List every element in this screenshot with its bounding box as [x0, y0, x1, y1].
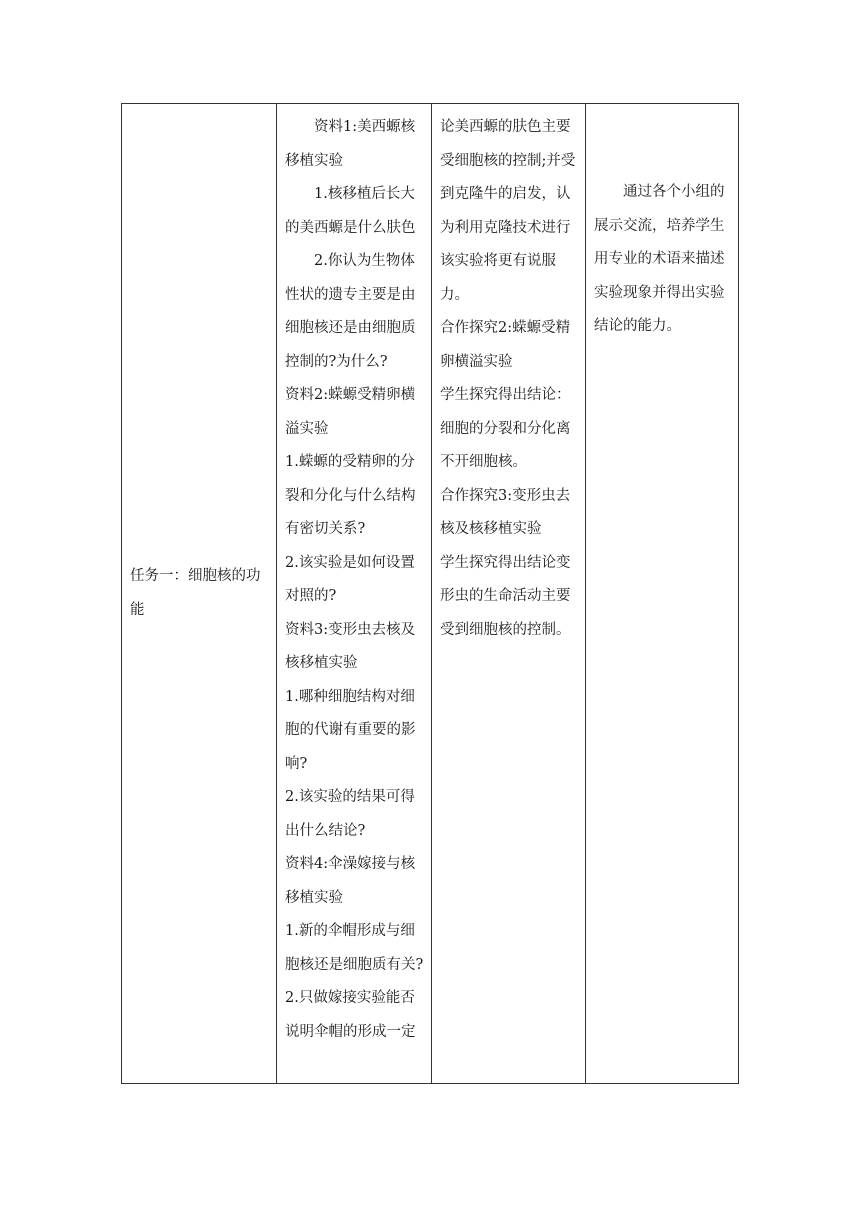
material-paragraph: 资料4:伞澡嫁接与核移植实验 — [285, 856, 416, 906]
material-paragraph: 2.只做嫁接实验能否说明伞帽的形成一定 — [285, 990, 416, 1040]
activity-paragraph: 合作探究2:蝾螈受精卵横溢实验 — [440, 320, 571, 370]
activity-paragraph: 合作探究3:变形虫去核及核移植实验 — [440, 487, 571, 537]
materials-cell — [277, 104, 432, 1084]
material-paragraph: 2.该实验的结果可得出什么结论? — [285, 789, 415, 839]
activity-paragraph: 论美西螈的肤色主要受细胞核的控制;并受到克隆牛的启发，认为利用克隆技术进行该实验将更有说服力。 — [440, 119, 576, 303]
activity-paragraph: 学生探究得出结论变形虫的生命活动主要受到细胞核的控制。 — [440, 554, 571, 638]
material-paragraph: 1.新的伞帽形成与细胞核还是细胞质有关? — [285, 923, 424, 973]
design-intent-cell — [586, 104, 739, 1084]
design-intent-text: 通过各个小组的展示交流，培养学生用专业的术语来描述实验现象并得出实验结论的能力。 — [594, 184, 725, 334]
material-paragraph: 资料2:蝾螈受精卵横溢实验 — [285, 387, 416, 437]
material-paragraph: 2.该实验是如何设置对照的? — [285, 554, 415, 604]
table-row — [122, 104, 739, 1084]
lesson-plan-table — [121, 103, 739, 1084]
material-paragraph: 资料1:美西螈核移植实验 — [285, 119, 416, 169]
material-paragraph: 1.蝾螈的受精卵的分裂和分化与什么结构有密切关系? — [285, 454, 416, 537]
material-paragraph: 1.哪种细胞结构对细胞的代谢有重要的影响? — [285, 688, 416, 772]
task-cell — [122, 104, 277, 1084]
activity-paragraph: 学生探究得出结论：细胞的分裂和分化离不开细胞核。 — [440, 387, 571, 470]
material-paragraph: 1.核移植后长大的美西螈是什么肤色 — [285, 186, 416, 236]
material-paragraph: 2.你认为生物体性状的遗专主要是由细胞核还是由细胞质控制的?为什么? — [285, 253, 416, 370]
student-activity-cell — [432, 104, 586, 1084]
material-paragraph: 资料3:变形虫去核及核移植实验 — [285, 621, 416, 671]
task-label: 任务一：细胞核的功能 — [130, 568, 261, 618]
